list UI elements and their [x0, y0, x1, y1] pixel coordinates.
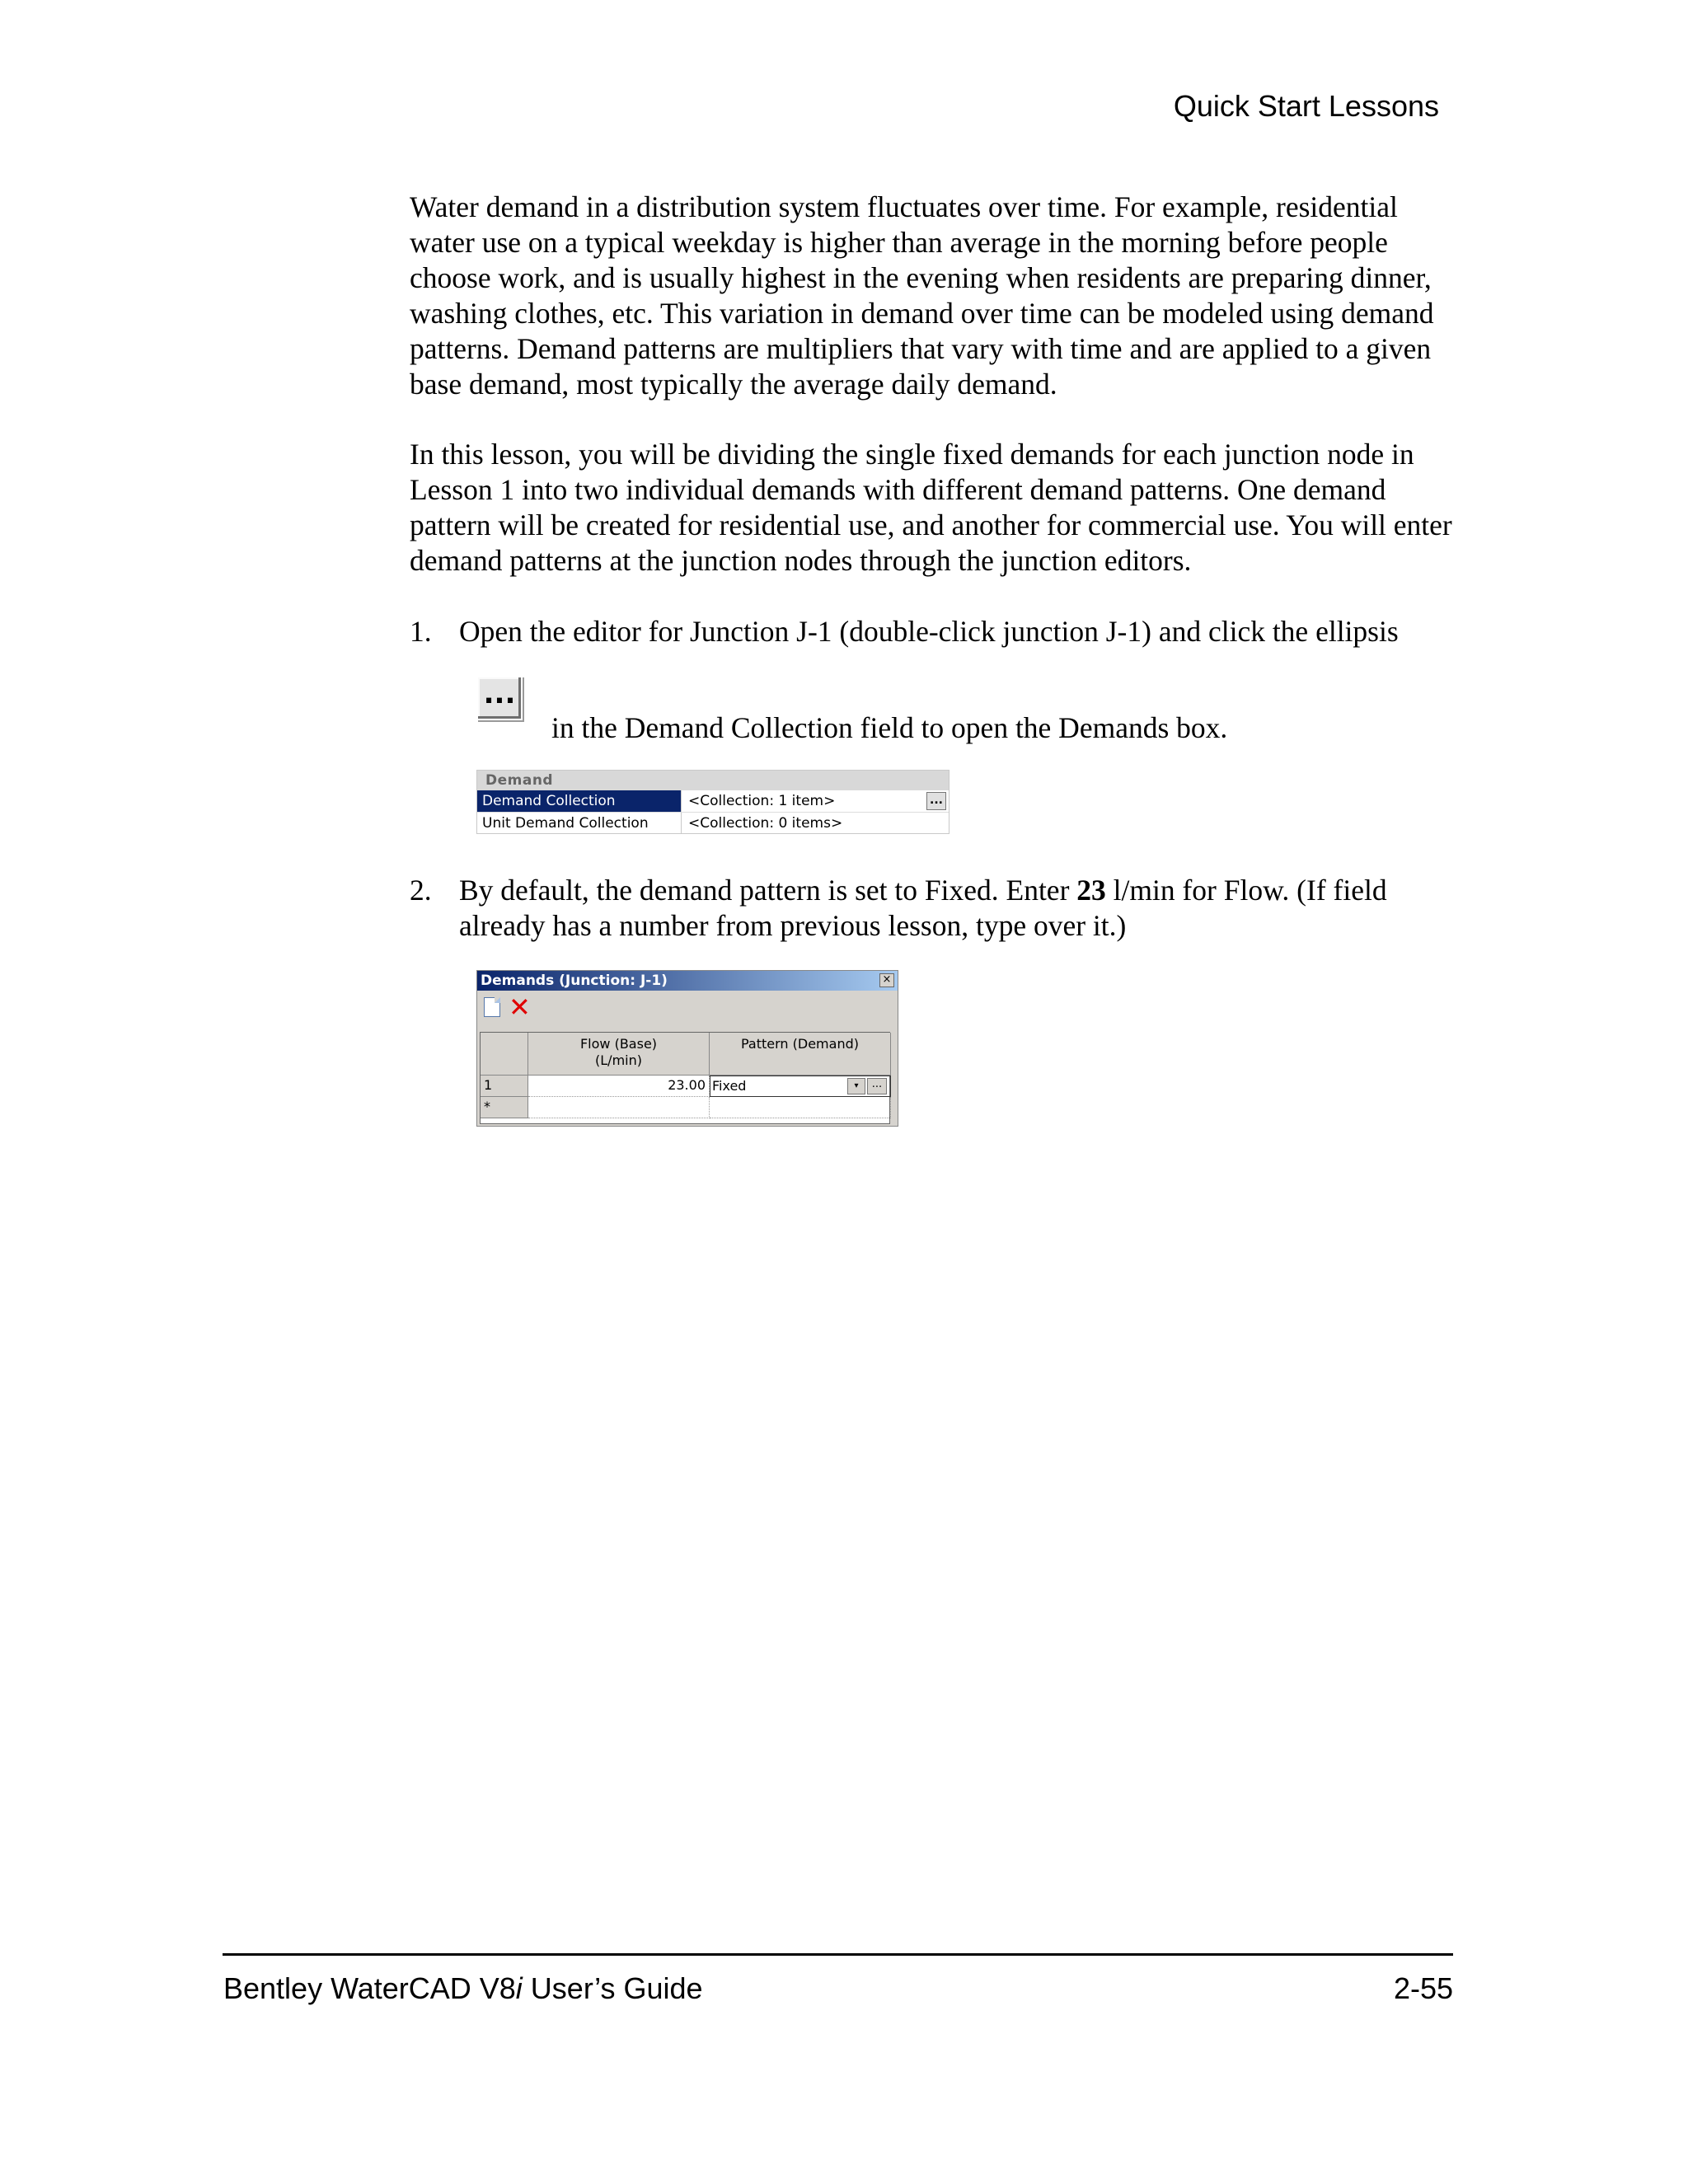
pattern-value: Fixed: [712, 1078, 747, 1094]
step-2: [410, 873, 1456, 947]
chevron-down-icon[interactable]: ▾: [847, 1078, 865, 1094]
row-header[interactable]: 1: [481, 1076, 528, 1097]
property-value: <Collection: 1 item>: [688, 793, 836, 809]
step-text: Open the editor for Junction J-1 (double-click junction J-1) and click the ellipsis: [459, 615, 1399, 648]
footer-divider: [223, 1953, 1453, 1956]
property-name: Demand Collection: [477, 790, 682, 812]
step-number: 1.: [410, 615, 432, 648]
flow-cell[interactable]: 23.00: [528, 1076, 710, 1097]
flow-cell[interactable]: [528, 1097, 710, 1118]
demands-dialog-screenshot: [476, 970, 898, 1127]
flow-value-bold: 23: [1076, 874, 1106, 907]
footer-guide-title: [223, 1971, 703, 2006]
row-header-new[interactable]: *: [481, 1097, 528, 1118]
ellipsis-icon[interactable]: ...: [926, 792, 946, 810]
page-number: 2-55: [1393, 1971, 1453, 2005]
intro-paragraph: Water demand in a distribution system fluctuates over time. For example, residential water use on a typical weekday is higher than average in the morning before people choose work, and is usually highest in the evening when residents are preparing dinner, washing clothes, etc. This variation in demand over time can be modeled using demand patterns. Demand patterns are multipliers that vary with time and are applied to a given base demand, most typically the average daily demand.: [410, 190, 1434, 401]
property-row-demand-collection[interactable]: [477, 790, 949, 812]
step-text: [459, 873, 1456, 944]
column-header-pattern[interactable]: Pattern (Demand): [710, 1033, 891, 1076]
page-header-title: Quick Start Lessons: [1173, 89, 1439, 123]
property-grid-screenshot: [476, 770, 950, 834]
ellipsis-icon[interactable]: ...: [867, 1078, 887, 1094]
guide-prefix: Bentley WaterCAD V8: [223, 1971, 516, 2005]
step-1: [410, 614, 1456, 655]
guide-suffix: User’s Guide: [522, 1971, 703, 2005]
table-corner: [481, 1033, 528, 1076]
ellipsis-button-icon[interactable]: ...: [476, 676, 523, 720]
property-row-unit-demand-collection[interactable]: [477, 812, 949, 834]
column-header-flow[interactable]: Flow (Base) (L/min): [528, 1033, 710, 1076]
property-value: <Collection: 0 items>: [688, 815, 843, 832]
close-icon[interactable]: ×: [879, 973, 894, 987]
lesson-paragraph: In this lesson, you will be dividing the single fixed demands for each junction node in Lesson 1 into two individual demands with different demand patterns. One demand pattern will be created for residential use, and another for commercial use. You will enter demand patterns at the junction nodes through the junction editors.: [410, 438, 1452, 577]
property-category: Demand: [477, 771, 949, 790]
delete-icon[interactable]: ✕: [509, 991, 531, 1023]
demands-table: [480, 1032, 890, 1124]
new-icon[interactable]: [484, 997, 500, 1017]
step-text-after: l/min for Flow. (If field already has a number from previous lesson, type over it.): [459, 874, 1387, 942]
step-1-continuation: in the Demand Collection field to open the Demands box.: [551, 711, 1228, 744]
pattern-cell[interactable]: [710, 1097, 891, 1118]
guide-italic: i: [515, 1971, 523, 2005]
property-name: Unit Demand Collection: [477, 813, 682, 834]
dialog-title: Demands (Junction: J-1): [477, 971, 898, 991]
step-text-before: By default, the demand pattern is set to Fixed. Enter: [459, 874, 1077, 907]
step-number: 2.: [410, 874, 432, 907]
pattern-cell[interactable]: [710, 1076, 891, 1097]
